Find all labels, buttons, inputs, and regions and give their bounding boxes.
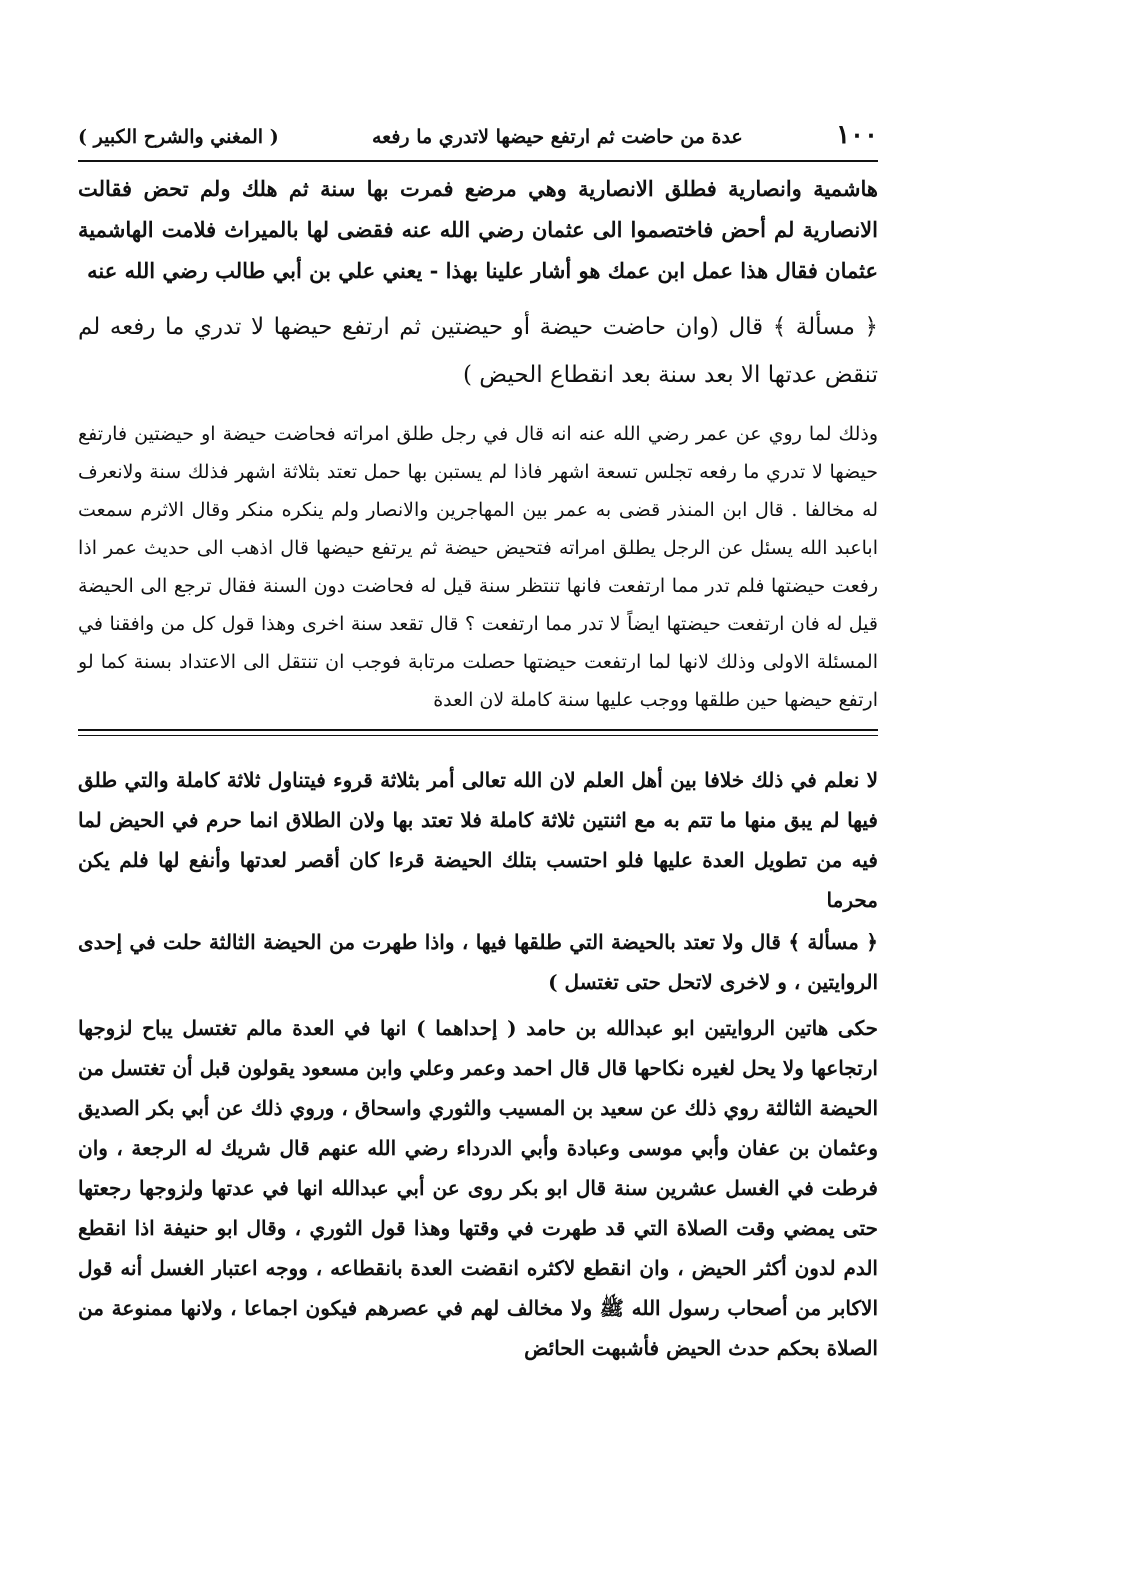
page-number: ١٠٠	[836, 120, 878, 150]
bottom-paragraph-2: حكى هاتين الروايتين ابو عبدالله بن حامد ( إحداهما ) انها في العدة مالم تغتسل يباح لزوجها ارتجاعها ولا يحل لغيره نكاحها قال قال احمد وعمر وعلي وابن مسعود يقولون قبل أن تغتسل من الحيضة الثالثة روي ذلك عن سعيد بن المسيب والثوري واسحاق ، وروي ذلك عن أبي بكر الصديق وعثمان بن عفان وأبي موسى وعبادة وأبي الدرداء رضي الله عنهم قال شريك له الرجعة ، وان فرطت في الغسل عشرين سنة قال ابو بكر روى عن أبي عبدالله انها في عدتها ولزوجها رجعتها حتى يمضي وقت الصلاة التي قد طهرت في وقتها وهذا قول الثوري ، وقال ابو حنيفة اذا انقطع الدم لدون أكثر الحيض ، وان انقطع لاكثره انقضت العدة بانقطاعه ، ووجه اعتبار الغسل أنه قول الاكابر من أصحاب رسول الله ﷺ ولا مخالف لهم في عصرهم فيكون اجماعا ، ولانها ممنوعة من الصلاة بحكم حدث الحيض فأشبهت الحائض	[78, 1016, 879, 1360]
book-title: ( المغني والشرح الكبير )	[78, 126, 279, 148]
masala-heading-bottom: ﴿ مسألة ﴾ قال ولا تعتد بالحيضة التي طلقها فيها ، واذا طهرت من الحيضة الثالثة حلت في إحدى الروايتين ، و لاخرى لاتحل حتى تغتسل )	[78, 930, 878, 994]
bottom-paragraph-1: لا نعلم في ذلك خلافا بين أهل العلم لان الله تعالى أمر بثلاثة قروء فيتناول ثلاثة كاملة والتي طلق فيها لم يبق منها ما تتم به مع اثنتين ثلاثة كاملة فلا تعتد بها ولان الطلاق انما حرم في الحيض لما فيه من تطويل العدة عليها فلو احتسب بتلك الحيضة قرءا كان أقصر لعدتها وأنفع لها فلم يكن محرما	[78, 768, 878, 912]
page-header	[78, 112, 878, 162]
top-paragraph-continuation: هاشمية وانصارية فطلق الانصارية وهي مرضع فمرت بها سنة ثم هلك ولم تحض فقالت الانصارية لم أحض فاختصموا الى عثمان رضي الله عنه فقضى لها بالميراث فلامت الهاشمية عثمان فقال هذا عمل ابن عمك هو أشار علينا بهذا - يعني علي بن أبي طالب رضي الله عنه	[78, 176, 878, 283]
page	[78, 112, 878, 1368]
top-paragraph-commentary: وذلك لما روي عن عمر رضي الله عنه انه قال في رجل طلق امراته فحاضت حيضة او حيضتين فارتفع حيضها لا تدري ما رفعه تجلس تسعة اشهر فاذا لم يستبن بها حمل تعتد بثلاثة اشهر فذلك سنة ولانعرف له مخالفا . قال ابن المنذر قضى به عمر بين المهاجرين والانصار ولم ينكره منكر وقال الاثرم سمعت اباعبد الله يسئل عن الرجل يطلق امراته فتحيض حيضة ثم يرتفع حيضها قال اذهب الى حديث عمر اذا رفعت حيضتها فلم تدر مما ارتفعت فانها تنتظر سنة قيل له فحاضت دون السنة فقال ترجع الى الحيضة قيل له فان ارتفعت حيضتها ايضاً لا تدر مما ارتفعت ؟ قال تقعد سنة اخرى وهذا قول كل من وافقنا في المسئلة الاولى وذلك لانها لما ارتفعت حيضتها حصلت مرتابة فوجب ان تنتقل الى الاعتداد بسنة كما لو ارتفع حيضها حين طلقها ووجب عليها سنة كاملة لان العدة	[78, 423, 878, 711]
masala-heading-top: ﴿ مسألة ﴾ قال (وان حاضت حيضة أو حيضتين ثم ارتفع حيضها لا تدري ما رفعه لم تنقض عدتها الا بعد سنة بعد انقطاع الحيض )	[78, 314, 878, 388]
section-divider	[78, 729, 878, 736]
running-title: عدة من حاضت ثم ارتفع حيضها لاتدري ما رفعه	[372, 126, 743, 148]
